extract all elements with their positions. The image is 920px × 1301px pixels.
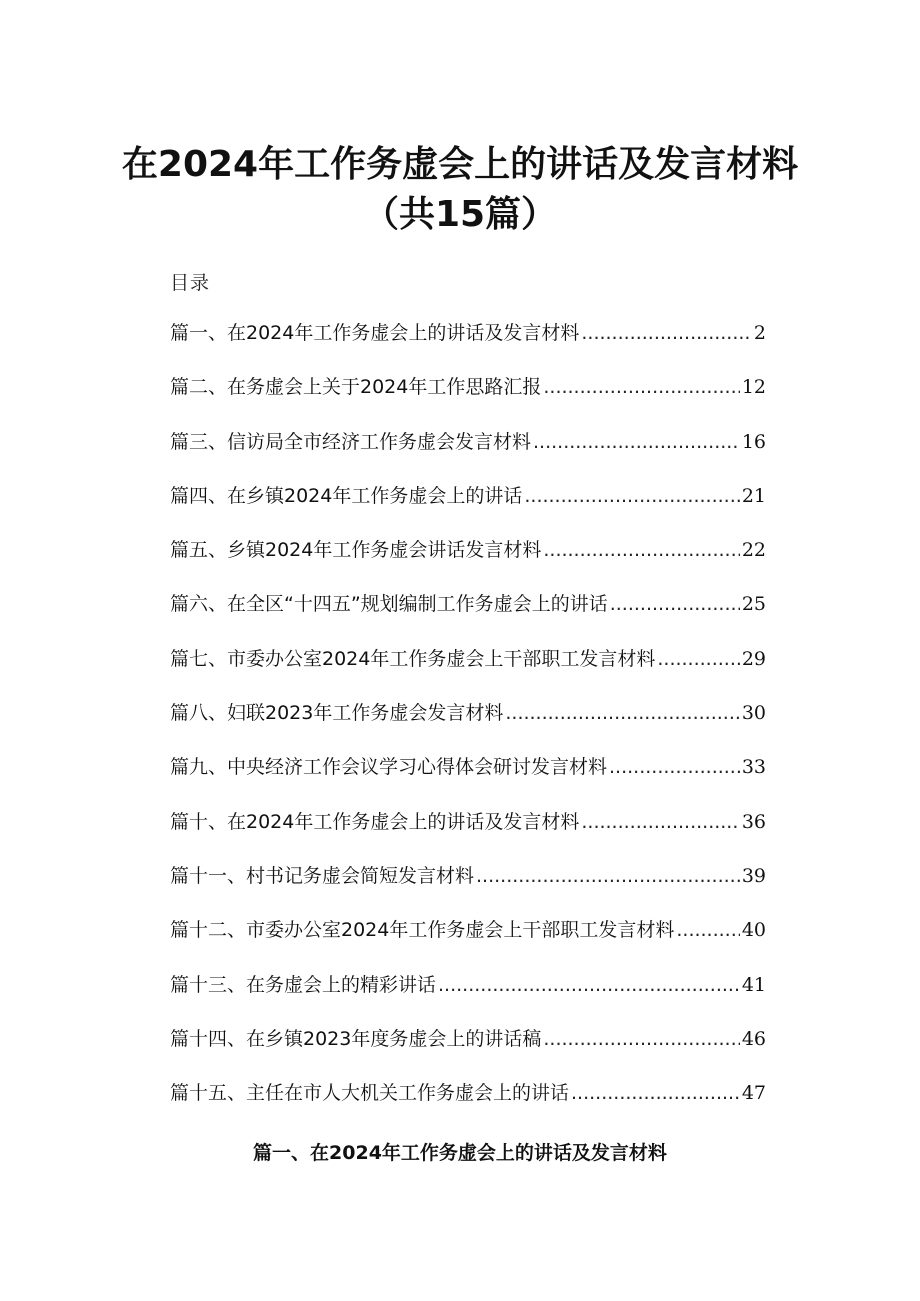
toc-entry-page: 21 [741, 484, 766, 507]
toc-entry[interactable] [170, 752, 766, 806]
toc-heading: 目录 [170, 272, 211, 294]
toc-entry[interactable] [170, 915, 766, 969]
toc-leader-dots [524, 485, 739, 507]
toc-entry-page: 22 [741, 539, 766, 562]
toc-entry-title: 篇一、在2024年工作务虚会上的讲话及发言材料 [170, 322, 580, 344]
toc-entry[interactable] [170, 861, 766, 915]
toc-leader-dots [657, 648, 739, 670]
toc-entry-page: 39 [741, 864, 766, 887]
table-of-contents [170, 318, 766, 1132]
toc-entry[interactable] [170, 970, 766, 1024]
toc-leader-dots [543, 539, 739, 561]
toc-entry-title: 篇十一、村书记务虚会简短发言材料 [170, 864, 475, 887]
toc-leader-dots [476, 865, 740, 887]
toc-entry-title: 篇十、在2024年工作务虚会上的讲话及发言材料 [170, 810, 580, 833]
toc-entry-title: 篇七、市委办公室2024年工作务虚会上干部职工发言材料 [170, 647, 656, 670]
toc-entry-title: 篇八、妇联2023年工作务虚会发言材料 [170, 702, 504, 725]
toc-leader-dots [581, 811, 739, 833]
toc-entry-page: 25 [741, 593, 766, 616]
toc-entry-page: 41 [741, 973, 766, 996]
toc-entry-title: 篇九、中央经济工作会议学习心得体会研讨发言材料 [170, 756, 608, 779]
toc-entry[interactable] [170, 1024, 766, 1078]
toc-entry-page: 36 [741, 810, 766, 833]
toc-entry-page: 2 [753, 322, 766, 344]
toc-entry-title: 篇十二、市委办公室2024年工作务虚会上干部职工发言材料 [170, 919, 675, 942]
toc-entry[interactable] [170, 318, 766, 372]
toc-leader-dots [609, 756, 740, 778]
toc-entry-title: 篇十四、在乡镇2023年度务虚会上的讲话稿 [170, 1027, 542, 1050]
toc-entry[interactable] [170, 644, 766, 698]
toc-entry[interactable] [170, 698, 766, 752]
toc-entry-title: 篇十三、在务虚会上的精彩讲话 [170, 973, 437, 996]
toc-leader-dots [676, 919, 739, 941]
toc-entry-page: 12 [741, 376, 766, 399]
document-title: 在2024年工作务虚会上的讲话及发言材料 [121, 144, 799, 185]
toc-entry-title: 篇四、在乡镇2024年工作务虚会上的讲话 [170, 484, 523, 507]
toc-leader-dots [438, 974, 740, 996]
toc-entry-title: 篇六、在全区“十四五”规划编制工作务虚会上的讲话 [170, 593, 608, 616]
document-subtitle: （共15篇） [362, 194, 558, 235]
section-heading: 篇一、在2024年工作务虚会上的讲话及发言材料 [253, 1142, 667, 1164]
toc-entry-page: 30 [741, 702, 766, 725]
toc-entry-title: 篇五、乡镇2024年工作务虚会讲话发言材料 [170, 539, 542, 562]
toc-entry[interactable] [170, 807, 766, 861]
toc-entry-page: 40 [741, 919, 766, 942]
toc-entry-page: 16 [741, 430, 766, 453]
toc-leader-dots [581, 322, 752, 344]
toc-leader-dots [571, 1082, 740, 1104]
toc-leader-dots [543, 1028, 739, 1050]
toc-entry[interactable] [170, 1078, 766, 1132]
toc-entry[interactable] [170, 535, 766, 589]
toc-leader-dots [505, 702, 739, 724]
toc-entry[interactable] [170, 589, 766, 643]
toc-leader-dots [610, 593, 740, 615]
toc-entry-page: 47 [741, 1082, 766, 1105]
toc-leader-dots [543, 376, 739, 398]
toc-entry[interactable] [170, 427, 766, 481]
toc-entry[interactable] [170, 372, 766, 426]
toc-entry-page: 29 [741, 647, 766, 670]
toc-entry-page: 46 [741, 1027, 766, 1050]
toc-entry-page: 33 [741, 756, 766, 779]
toc-entry-title: 篇十五、主任在市人大机关工作务虚会上的讲话 [170, 1082, 570, 1105]
toc-entry[interactable] [170, 481, 766, 535]
toc-leader-dots [533, 431, 740, 453]
toc-entry-title: 篇三、信访局全市经济工作务虚会发言材料 [170, 430, 532, 453]
toc-entry-title: 篇二、在务虚会上关于2024年工作思路汇报 [170, 376, 542, 399]
